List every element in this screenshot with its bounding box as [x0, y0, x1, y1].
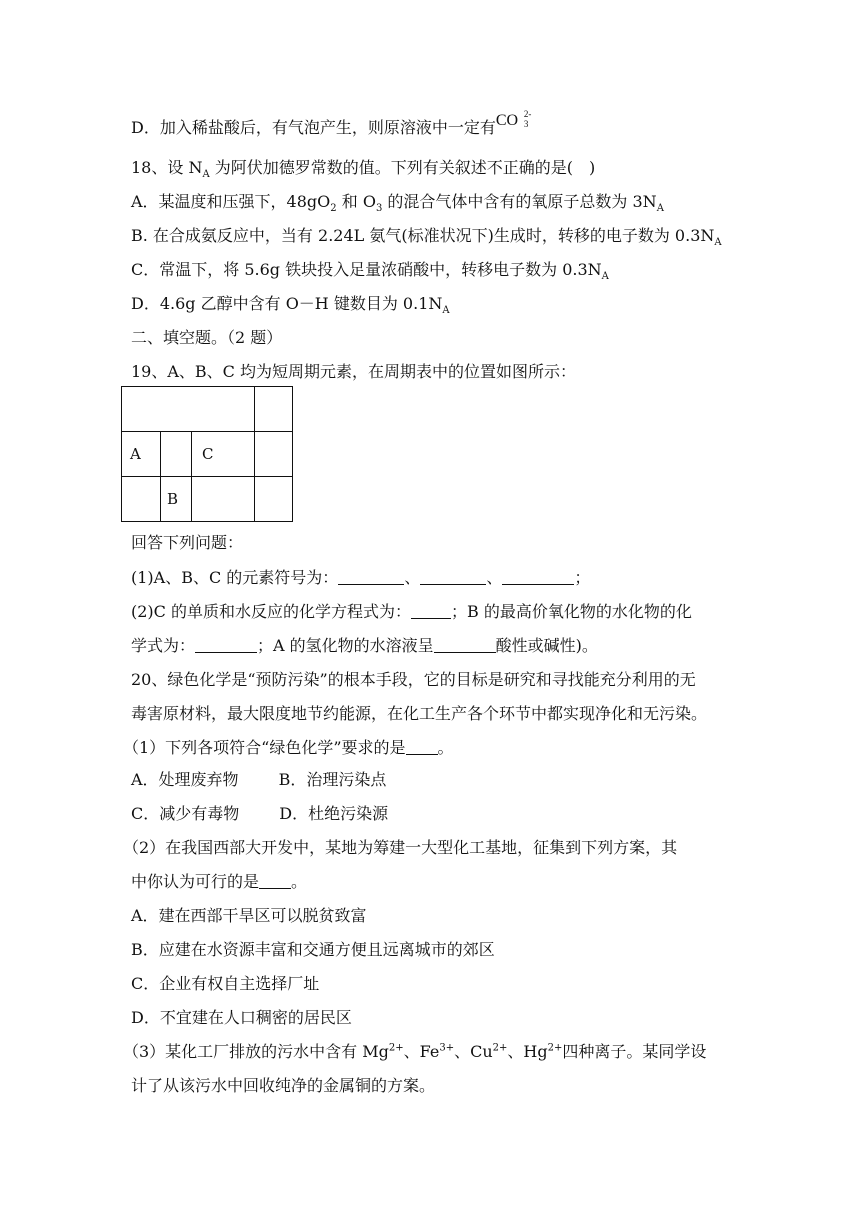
answer-blank[interactable]: [434, 638, 496, 653]
table-cell-empty: [122, 477, 161, 522]
q20-sub1-options-cd: [131, 804, 388, 824]
q20-stem-line2: 毒害原材料，最大限度地节约能源，在化工生产各个环节中都实现净化和无污染。: [131, 704, 708, 723]
answer-blank[interactable]: [259, 874, 291, 889]
answer-blank[interactable]: [195, 638, 257, 653]
option-c: C．减少有毒物: [131, 804, 240, 823]
q18-option-a: A．某温度和压强下，$48gO_2$ 和 $O_3$ 的混合气体中含有的氧原子总数为 $3N_A$: [131, 192, 664, 215]
answer-blank[interactable]: [411, 604, 451, 619]
option-b: B．治理污染点: [278, 770, 387, 789]
answer-blank[interactable]: [338, 570, 404, 585]
cell-b: B: [161, 477, 192, 522]
table-cell-empty: [255, 477, 293, 522]
q20-sub3-line2: 计了从该污水中回收纯净的金属铜的方案。: [131, 1076, 436, 1095]
q18-stem: 18、设 $N_A$ 为阿伏加德罗常数的值。下列有关叙述不正确的是( ): [131, 158, 596, 181]
q20-sub2-option-d: D．不宜建在人口稠密的居民区: [131, 1008, 352, 1027]
q18-option-c: C．常温下，将 5.6g 铁块投入足量浓硝酸中，转移电子数为 $0.3N_A$: [131, 260, 609, 283]
table-cell-empty: [192, 477, 255, 522]
q19-part2-line2: 学式为： ；A 的氢化物的水溶液呈 酸性或碱性)。: [131, 636, 598, 655]
option-d: D．杜绝污染源: [279, 804, 389, 823]
q20-stem-line1: 20、绿色化学是“预防污染”的根本手段，它的目标是研究和寻找能充分利用的无: [131, 670, 696, 689]
option-a: A．处理废弃物: [131, 770, 239, 789]
q20-sub2-line2: 中你认为可行的是 。: [131, 872, 308, 891]
q19-part1: (1)A、B、C 的元素符号为： 、 、 ；: [131, 568, 591, 587]
table-cell-empty: [255, 387, 293, 432]
answer-blank[interactable]: [406, 740, 438, 755]
q20-sub2-line1: （2）在我国西部大开发中，某地为筹建一大型化工基地，征集到下列方案，其: [123, 838, 678, 857]
q20-sub2-option-b: B．应建在水资源丰富和交通方便且远离城市的郊区: [131, 940, 495, 959]
table-cell-empty: [122, 387, 255, 432]
periodic-table-fragment: [121, 386, 293, 522]
q17-option-d: [131, 109, 532, 139]
q19-prompt: 回答下列问题：: [131, 533, 244, 552]
q18-option-d: D．4.6g 乙醇中含有 O－H 键数目为 $0.1N_A$: [131, 294, 450, 317]
cell-a: A: [122, 432, 161, 477]
q20-sub2-option-c: C．企业有权自主选择厂址: [131, 974, 320, 993]
q20-sub1-options-ab: [131, 770, 386, 790]
q20-sub3-line1: （3）某化工厂排放的污水中含有 $Mg^{2+}$、$Fe^{3+}$、$Cu^{2+}$、$Hg^{2+}$四种离子。某同学设: [123, 1042, 707, 1061]
q19-part2-line1: (2)C 的单质和水反应的化学方程式为： ；B 的最高价氧化物的水化物的化: [131, 602, 692, 621]
cell-c: C: [192, 432, 255, 477]
q17-option-d-text: D．加入稀盐酸后，有气泡产生，则原溶液中一定有: [131, 118, 496, 137]
q20-sub2-option-a: A．建在西部干旱区可以脱贫致富: [131, 906, 367, 925]
q20-sub1: （1）下列各项符合“绿色化学”要求的是 。: [123, 738, 454, 757]
table-cell-empty: [255, 432, 293, 477]
answer-blank[interactable]: [420, 570, 486, 585]
q18-option-b: B. 在合成氨反应中，当有 2.24L 氨气(标准状况下)生成时，转移的电子数为 $0.3N_A$: [131, 226, 722, 249]
answer-blank[interactable]: [502, 570, 574, 585]
co3-ion: CO 2- 3: [495, 109, 532, 129]
section-heading: 二、填空题。（2 题）: [131, 328, 283, 347]
q19-stem: 19、A、B、C 均为短周期元素，在周期表中的位置如图所示：: [131, 362, 577, 381]
table-cell-empty: [161, 432, 192, 477]
